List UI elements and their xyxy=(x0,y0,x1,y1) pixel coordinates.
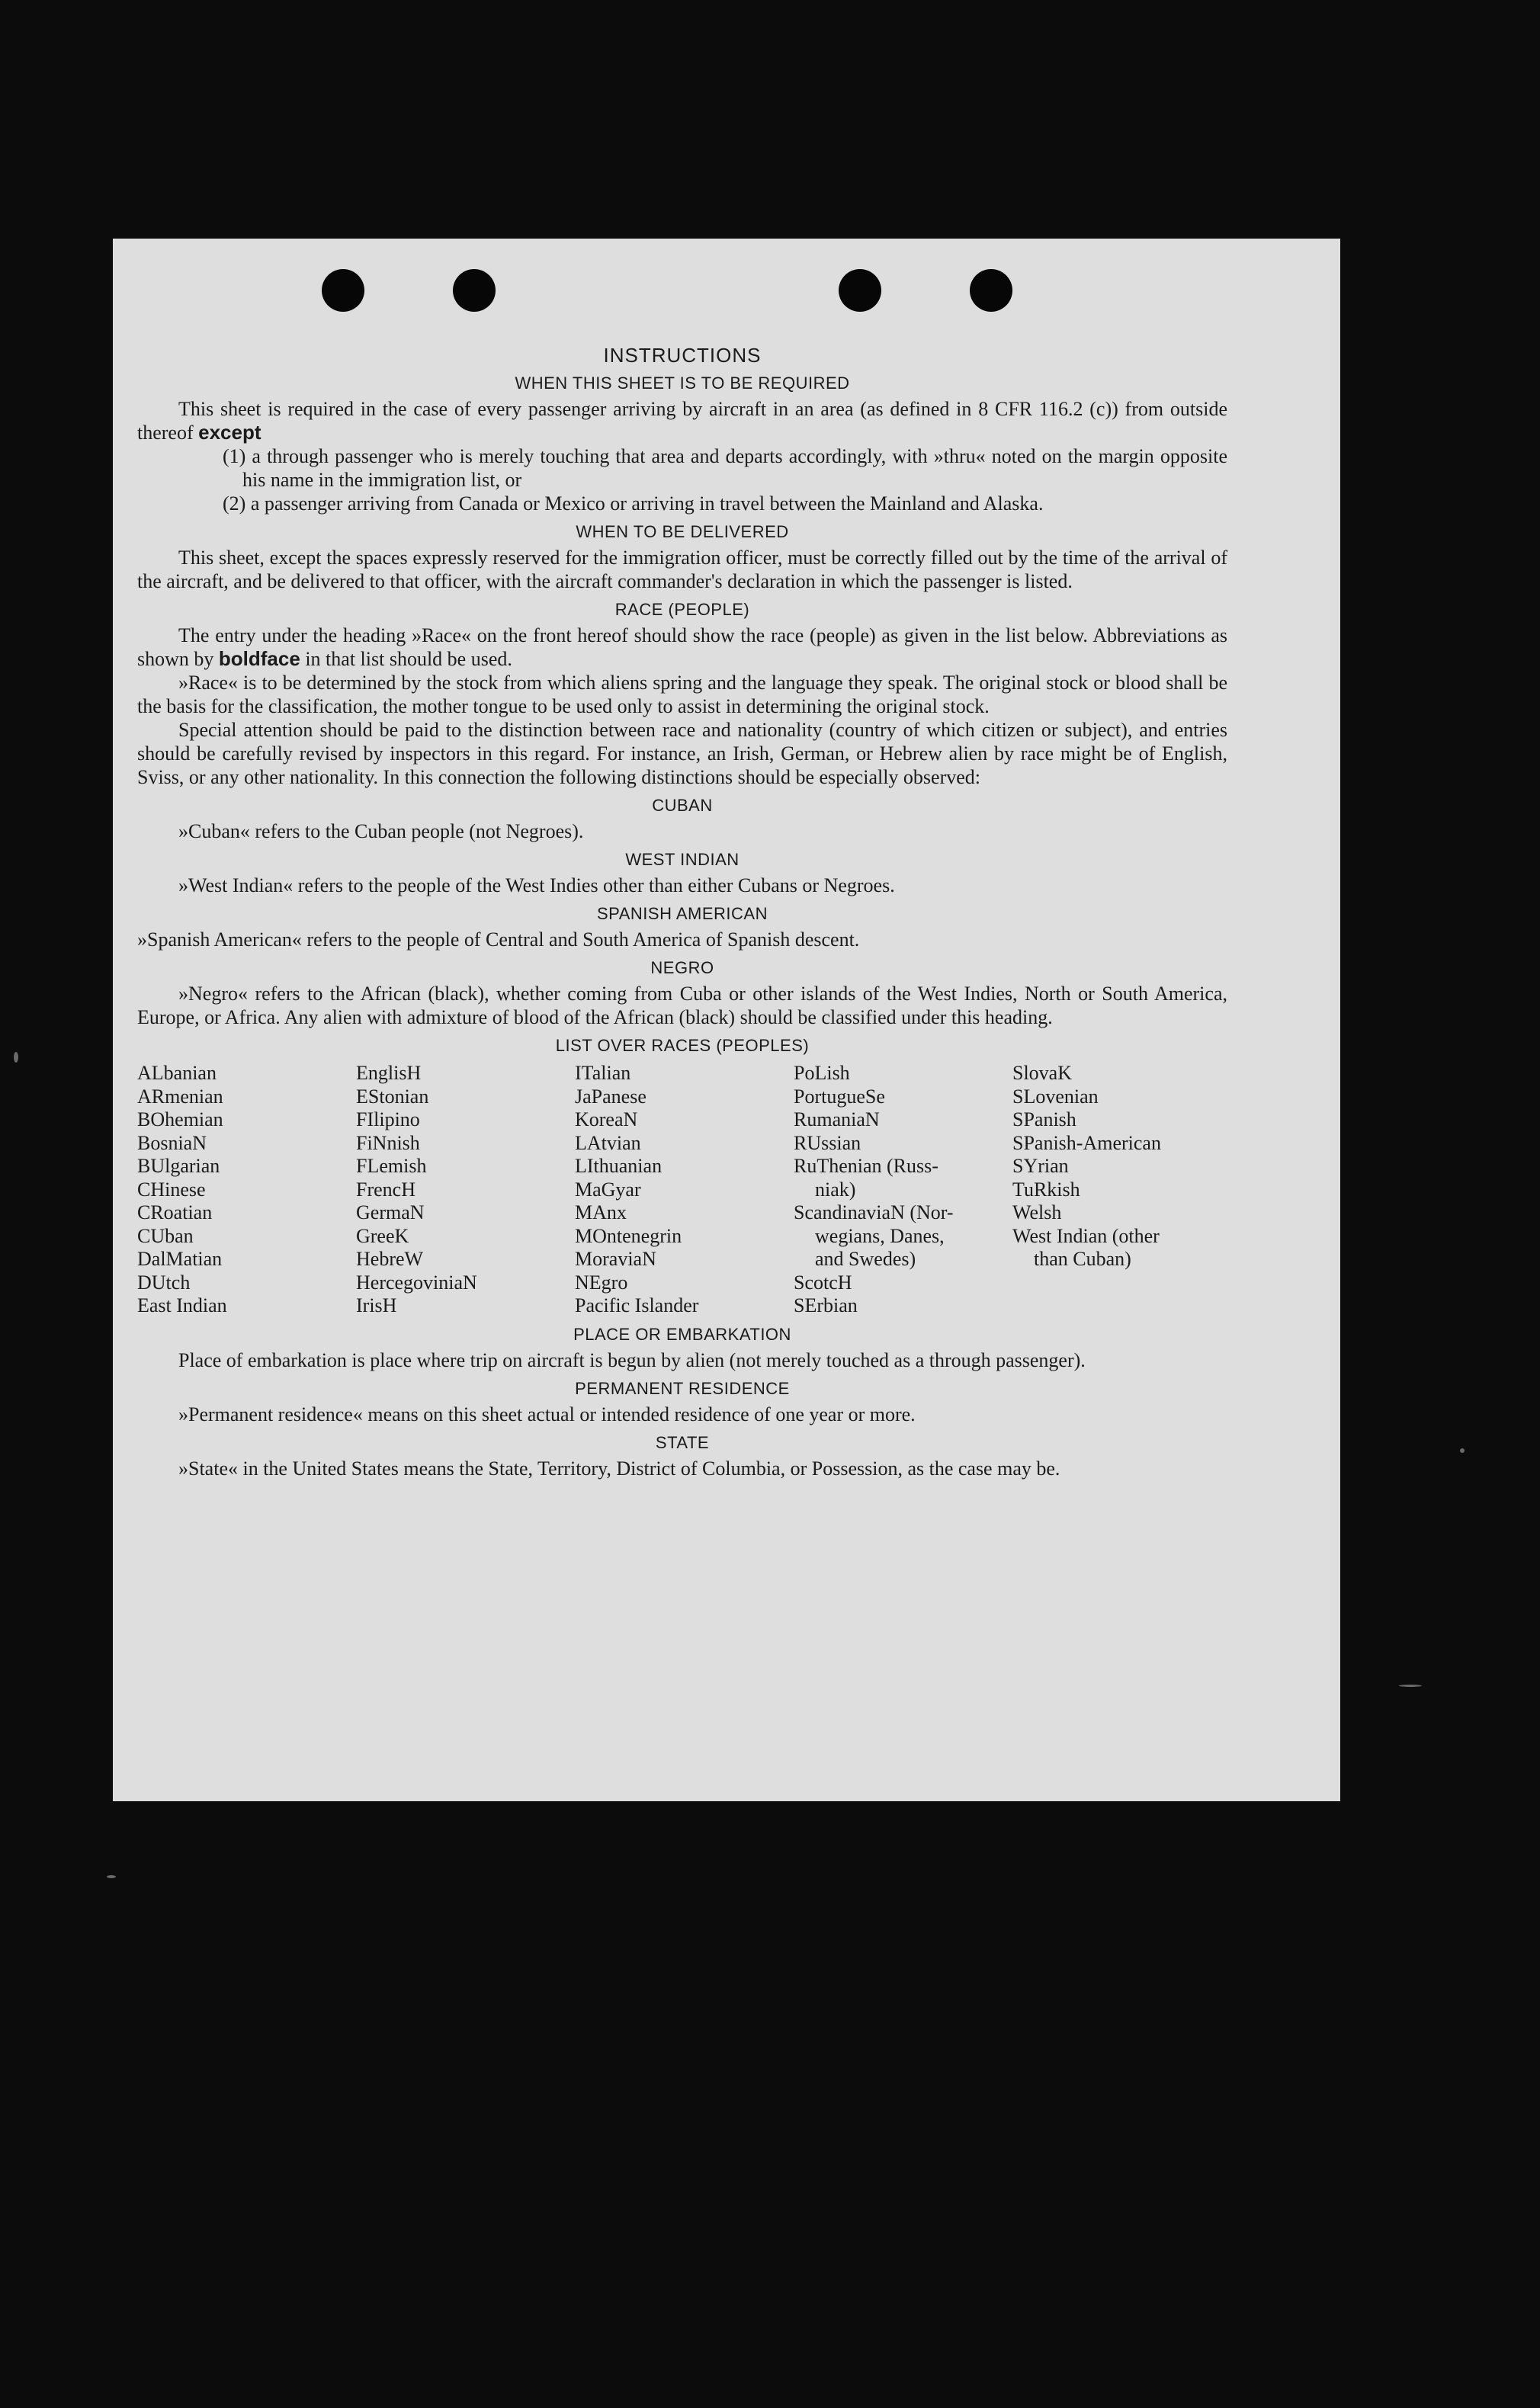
race-list-item: TuRkish xyxy=(1012,1178,1080,1201)
race-list-item: ITalian xyxy=(575,1062,631,1084)
dust-speck xyxy=(1460,1448,1465,1453)
race-text: The entry under the heading »Race« on the front hereof should show the race (people) as given in the list below. Abbreviations as shown by xyxy=(137,624,1227,670)
embarkation-text: Place of embarkation is place where trip on aircraft is begun by alien (not merely touched as a through passenger). xyxy=(178,1348,1086,1371)
instruction-sheet xyxy=(113,239,1340,1801)
race-list-item-continuation: than Cuban) xyxy=(1034,1248,1131,1270)
race-list-item: DUtch xyxy=(137,1271,191,1294)
instructions-body xyxy=(137,344,1227,1480)
spanish-american-text: »Spanish American« refers to the people of Central and South America of Spanish descent. xyxy=(137,928,860,951)
race-list-item: EStonian xyxy=(356,1085,429,1108)
race-list-item: LIthuanian xyxy=(575,1155,663,1177)
race-list-item-continuation: and Swedes) xyxy=(815,1248,916,1270)
race-paragraph-2: »Race« is to be determined by the stock from which aliens spring and the language they speak. The original stock or blood shall be the basis for the classification, the mother tongue to be used only to assist in determining the original stock. xyxy=(137,672,1227,717)
race-list-item: HebreW xyxy=(356,1248,424,1270)
race-list-column-2 xyxy=(356,1062,575,1318)
race-list-item: FrencH xyxy=(356,1178,415,1201)
dust-speck xyxy=(1399,1685,1422,1687)
when-required-intro xyxy=(137,397,1227,444)
race-list-column-1 xyxy=(137,1062,356,1318)
race-list-item: FiNnish xyxy=(356,1131,420,1154)
race-paragraph-1 xyxy=(137,624,1227,671)
race-list-item: RUssian xyxy=(794,1131,861,1154)
heading-embarkation: PLACE OR EMBARKATION xyxy=(573,1324,791,1344)
race-list-item: PortugueSe xyxy=(794,1085,885,1108)
race-list-item: SYrian xyxy=(1012,1155,1069,1177)
page-title: INSTRUCTIONS xyxy=(603,344,762,367)
race-list-item-continuation: niak) xyxy=(815,1178,856,1201)
race-list-item: PoLish xyxy=(794,1062,850,1084)
race-list-item: CHinese xyxy=(137,1178,206,1201)
race-paragraph-3: Special attention should be paid to the distinction between race and nationality (country of which citizen or subject), and entries should be carefully revised by inspectors in this regard. For instance, an Irish, German, or Hebrew alien by race might be of English, Sviss, or any other nationality. In this connection the following distinctions should be especially observed: xyxy=(137,719,1227,788)
race-list-item: SlovaK xyxy=(1012,1062,1072,1084)
punch-hole xyxy=(453,269,496,312)
heading-permanent-residence: PERMANENT RESIDENCE xyxy=(575,1378,790,1398)
race-list-item: SPanish-American xyxy=(1012,1131,1161,1154)
race-list-item: East Indian xyxy=(137,1294,227,1316)
race-list-item: LAtvian xyxy=(575,1131,641,1154)
dust-speck xyxy=(14,1052,18,1063)
heading-race-list: LIST OVER RACES (PEOPLES) xyxy=(555,1036,810,1055)
race-list-item: DalMatian xyxy=(137,1248,223,1270)
race-list-item-continuation: wegians, Danes, xyxy=(815,1224,945,1247)
race-list-item: Pacific Islander xyxy=(575,1294,699,1316)
race-list-item: IrisH xyxy=(356,1294,397,1316)
permanent-residence-text: »Permanent residence« means on this sheet actual or intended residence of one year or more. xyxy=(178,1403,916,1425)
race-list-item: SLovenian xyxy=(1012,1085,1099,1108)
race-list-item: MaGyar xyxy=(575,1178,641,1201)
race-list-item: ScandinaviaN (Nor- xyxy=(794,1201,954,1223)
race-list-item: SErbian xyxy=(794,1294,858,1316)
heading-spanish-american: SPANISH AMERICAN xyxy=(597,904,768,923)
race-list-item: ScotcH xyxy=(794,1271,852,1294)
when-delivered-text: This sheet, except the spaces expressly reserved for the immigration officer, must be correctly filled out by the time of the arrival of the aircraft, and be delivered to that officer, with the aircraft commander's declaration in which the passenger is listed. xyxy=(137,547,1227,592)
race-list-item: JaPanese xyxy=(575,1085,646,1108)
race-list-table xyxy=(137,1062,1227,1318)
race-list-item: FIlipino xyxy=(356,1108,420,1130)
exception-item-2: (2) a passenger arriving from Canada or Mexico or arriving in travel between the Mainland and Alaska. xyxy=(223,492,1044,515)
race-list-item: CUban xyxy=(137,1224,194,1247)
race-list-item: MoraviaN xyxy=(575,1248,656,1270)
race-text: in that list should be used. xyxy=(305,648,512,670)
race-list-item: MOntenegrin xyxy=(575,1224,682,1247)
heading-race: RACE (PEOPLE) xyxy=(614,600,750,619)
punch-hole xyxy=(970,269,1012,312)
race-list-item: NEgro xyxy=(575,1271,628,1294)
punch-hole xyxy=(322,269,364,312)
exception-item-1: (1) a through passenger who is merely touching that area and departs accordingly, with »thru« noted on the margin opposite his name in the immigration list, or xyxy=(223,445,1227,491)
race-boldface: boldface xyxy=(218,647,300,670)
race-list-item: BosniaN xyxy=(137,1131,207,1154)
heading-negro: NEGRO xyxy=(650,958,714,977)
punch-hole xyxy=(839,269,881,312)
race-list-item: EnglisH xyxy=(356,1062,422,1084)
race-list-item: BOhemian xyxy=(137,1108,223,1130)
race-list-item: FLemish xyxy=(356,1155,427,1177)
race-list-item: HercegoviniaN xyxy=(356,1271,477,1294)
race-list-item: West Indian (other xyxy=(1012,1224,1160,1247)
race-list-item: Welsh xyxy=(1012,1201,1062,1223)
race-list-item: RuThenian (Russ- xyxy=(794,1155,938,1177)
race-list-item: BUlgarian xyxy=(137,1155,220,1177)
race-list-column-5 xyxy=(1012,1062,1227,1318)
race-list-item: SPanish xyxy=(1012,1108,1076,1130)
cuban-text: »Cuban« refers to the Cuban people (not Negroes). xyxy=(178,820,584,842)
race-list-item: KoreaN xyxy=(575,1108,638,1130)
heading-when-delivered: WHEN TO BE DELIVERED xyxy=(576,522,789,541)
state-text: »State« in the United States means the State, Territory, District of Columbia, or Possession, as the case may be. xyxy=(178,1457,1060,1480)
race-list-item: ARmenian xyxy=(137,1085,223,1108)
heading-west-indian: WEST INDIAN xyxy=(625,850,740,869)
race-list-column-3 xyxy=(575,1062,794,1318)
heading-state: STATE xyxy=(655,1432,710,1452)
heading-when-required: WHEN THIS SHEET IS TO BE REQUIRED xyxy=(515,374,850,393)
intro-text: This sheet is required in the case of every passenger arriving by aircraft in an area (as defined in 8 CFR 116.2 (c)) from outside thereof xyxy=(137,398,1227,444)
race-list-item: ALbanian xyxy=(137,1062,217,1084)
race-list-item: GreeK xyxy=(356,1224,409,1247)
heading-cuban: CUBAN xyxy=(652,796,713,815)
race-list-item: RumaniaN xyxy=(794,1108,880,1130)
race-list-item: MAnx xyxy=(575,1201,627,1223)
race-list-column-4 xyxy=(794,1062,1012,1318)
west-indian-text: »West Indian« refers to the people of the West Indies other than either Cubans or Negroes. xyxy=(178,874,895,896)
race-list-item: GermaN xyxy=(356,1201,425,1223)
race-list-item: CRoatian xyxy=(137,1201,213,1223)
negro-text: »Negro« refers to the African (black), whether coming from Cuba or other islands of the West Indies, North or South America, Europe, or Africa. Any alien with admixture of blood of the African (black) should be classified under this heading. xyxy=(137,983,1227,1028)
intro-except: except xyxy=(198,421,261,444)
dust-speck xyxy=(107,1875,116,1878)
